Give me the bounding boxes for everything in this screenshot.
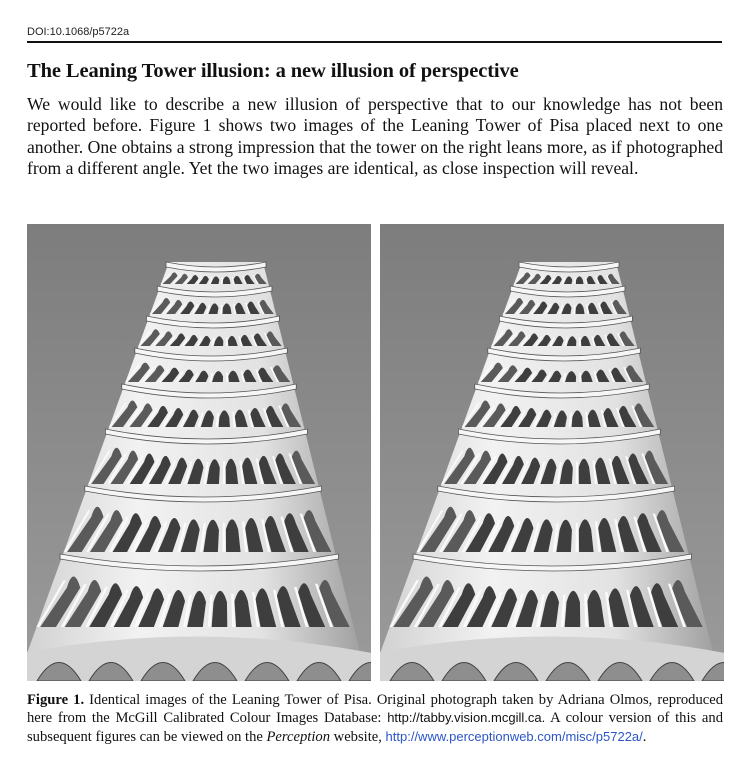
- doi-label: DOI:10.1068/p5722a: [27, 26, 130, 38]
- tower-image-left: [27, 224, 371, 681]
- caption-url-perception[interactable]: http://www.perceptionweb.com/misc/p5722a/: [385, 728, 643, 744]
- caption-label: Figure 1.: [27, 692, 85, 708]
- caption-end: .: [642, 728, 647, 745]
- tower-image-right: [380, 224, 724, 681]
- figure-caption: [27, 692, 723, 746]
- caption-journal-name: Perception: [266, 728, 330, 745]
- article-title: The Leaning Tower illusion: a new illusion of perspective: [27, 60, 519, 82]
- header-rule: [27, 41, 722, 43]
- caption-text-3: website,: [330, 728, 386, 745]
- caption-text-2: A colour version of this and subsequent figures can be viewed on the: [27, 710, 723, 745]
- caption-text-1: Identical images of the Leaning Tower of Pisa. Original photograph taken by Adriana Olmos, reproduced here from the McGill Calibrated Colour Images Database:: [27, 692, 723, 727]
- article-abstract: We would like to describe a new illusion of perspective that to our knowledge has not been reported before. Figure 1 shows two images of the Leaning Tower of Pisa placed next to one another. One obtains a strong impression that the tower on the right leans more, as if photographed from a different angle. Yet the two images are identical, as close inspection will reveal.: [27, 94, 723, 179]
- caption-url-mcgill[interactable]: http://tabby.vision.mcgill.ca.: [387, 710, 546, 726]
